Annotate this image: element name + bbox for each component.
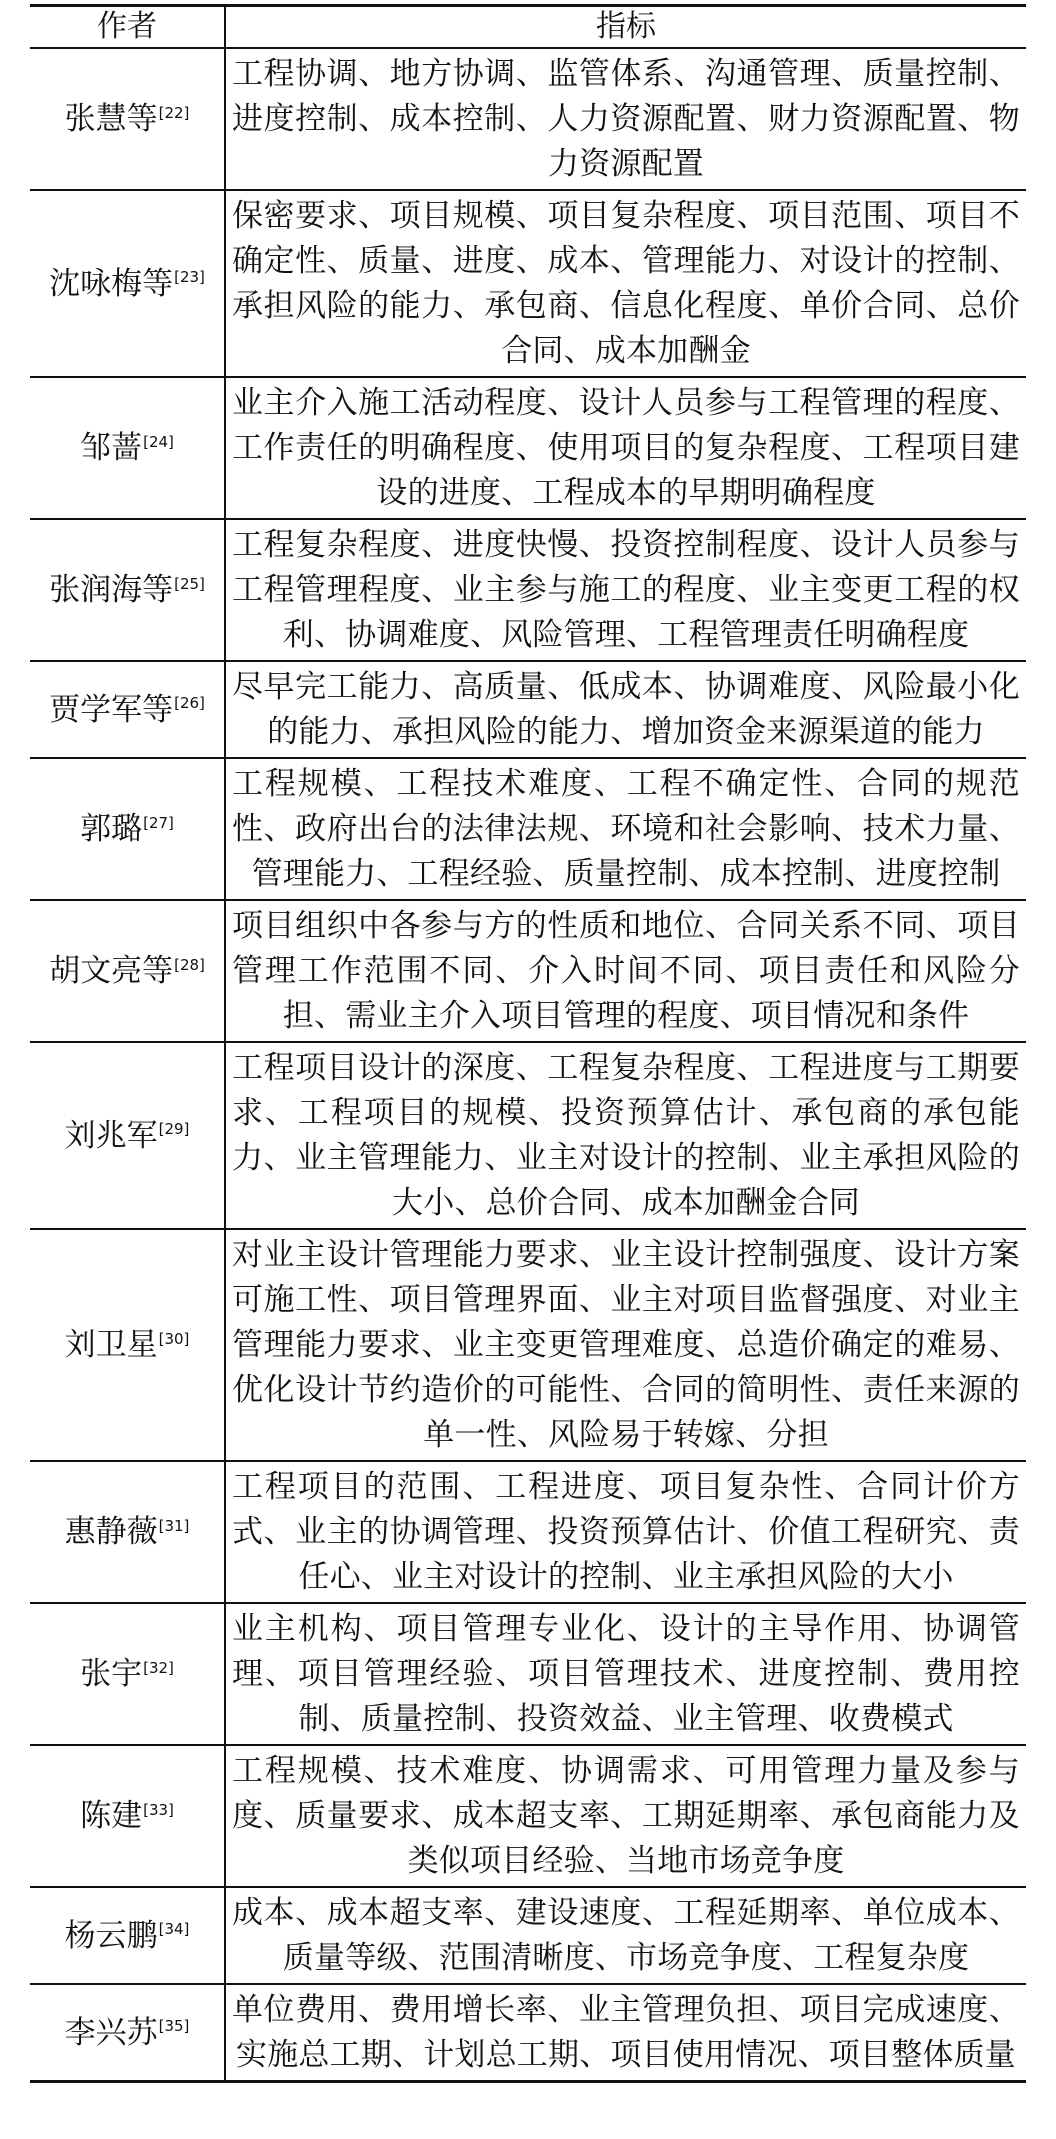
index-cell: 尽早完工能力、高质量、低成本、协调难度、风险最小化的能力、承担风险的能力、增加资金来源渠道的能力 xyxy=(225,661,1026,758)
reference-number: [26] xyxy=(174,694,205,713)
author-name: 邹蔷 xyxy=(80,430,143,466)
author-name: 张宇 xyxy=(80,1656,143,1692)
author-name: 贾学军等 xyxy=(49,691,174,728)
reference-number: [35] xyxy=(158,2017,190,2036)
table-row xyxy=(30,377,1026,519)
index-column-header: 指标 xyxy=(225,6,1026,49)
author-name: 陈建 xyxy=(80,1798,143,1834)
author-cell xyxy=(30,1461,225,1603)
index-cell: 对业主设计管理能力要求、业主设计控制强度、设计方案可施工性、项目管理界面、业主对项目监督强度、对业主管理能力要求、业主变更管理难度、总造价确定的难易、优化设计节约造价的可能性、合同的简明性、责任来源的单一性、风险易于转嫁、分担 xyxy=(225,1229,1026,1461)
table-body xyxy=(30,48,1026,2082)
author-name: 张慧等 xyxy=(64,101,158,137)
index-cell: 工程规模、工程技术难度、工程不确定性、合同的规范性、政府出台的法律法规、环境和社会影响、技术力量、管理能力、工程经验、质量控制、成本控制、进度控制 xyxy=(225,758,1026,900)
indicator-table-container xyxy=(30,4,1026,2083)
table-row xyxy=(30,519,1026,661)
index-cell: 保密要求、项目规模、项目复杂程度、项目范围、项目不确定性、质量、进度、成本、管理能力、对设计的控制、承担风险的能力、承包商、信息化程度、单价合同、总价合同、成本加酬金 xyxy=(225,190,1026,377)
author-name: 张润海等 xyxy=(49,572,174,608)
index-cell: 工程复杂程度、进度快慢、投资控制程度、设计人员参与工程管理程度、业主参与施工的程度、业主变更工程的权利、协调难度、风险管理、工程管理责任明确程度 xyxy=(225,519,1026,661)
reference-number: [23] xyxy=(174,268,205,287)
table-header-row xyxy=(30,6,1026,49)
author-cell xyxy=(30,48,225,190)
table-row xyxy=(30,1603,1026,1745)
reference-number: [32] xyxy=(143,1658,174,1677)
reference-number: [29] xyxy=(158,1120,190,1139)
author-name: 杨云鹏 xyxy=(64,1917,158,1954)
index-cell: 业主介入施工活动程度、设计人员参与工程管理的程度、工作责任的明确程度、使用项目的复杂程度、工程项目建设的进度、工程成本的早期明确程度 xyxy=(225,377,1026,519)
author-name: 沈咏梅等 xyxy=(49,265,174,302)
reference-number: [31] xyxy=(158,1516,190,1535)
index-cell: 工程项目设计的深度、工程复杂程度、工程进度与工期要求、工程项目的规模、投资预算估计、承包商的承包能力、业主管理能力、业主对设计的控制、业主承担风险的大小、总价合同、成本加酬金合同 xyxy=(225,1042,1026,1229)
author-cell xyxy=(30,1603,225,1745)
author-cell xyxy=(30,1984,225,2082)
author-cell xyxy=(30,1745,225,1887)
index-cell: 工程项目的范围、工程进度、项目复杂性、合同计价方式、业主的协调管理、投资预算估计、价值工程研究、责任心、业主对设计的控制、业主承担风险的大小 xyxy=(225,1461,1026,1603)
table-row xyxy=(30,1984,1026,2082)
table-row xyxy=(30,190,1026,377)
table-row xyxy=(30,1042,1026,1229)
author-cell xyxy=(30,190,225,377)
author-cell xyxy=(30,1042,225,1229)
author-name: 胡文亮等 xyxy=(49,953,174,989)
author-name: 李兴苏 xyxy=(64,2014,158,2051)
author-cell xyxy=(30,519,225,661)
author-cell xyxy=(30,1229,225,1461)
table-row xyxy=(30,1461,1026,1603)
table-row xyxy=(30,1745,1026,1887)
reference-number: [25] xyxy=(174,574,205,593)
indicator-table xyxy=(30,4,1026,2083)
author-cell xyxy=(30,758,225,900)
author-name: 刘兆军 xyxy=(64,1117,158,1154)
table-row xyxy=(30,900,1026,1042)
reference-number: [28] xyxy=(174,955,205,974)
table-row xyxy=(30,661,1026,758)
table-row xyxy=(30,48,1026,190)
table-row xyxy=(30,1887,1026,1984)
index-cell: 项目组织中各参与方的性质和地位、合同关系不同、项目管理工作范围不同、介入时间不同、项目责任和风险分担、需业主介入项目管理的程度、项目情况和条件 xyxy=(225,900,1026,1042)
reference-number: [24] xyxy=(143,432,174,451)
author-cell xyxy=(30,1887,225,1984)
author-cell xyxy=(30,900,225,1042)
index-cell: 工程规模、技术难度、协调需求、可用管理力量及参与度、质量要求、成本超支率、工期延期率、承包商能力及类似项目经验、当地市场竞争度 xyxy=(225,1745,1026,1887)
author-name: 惠静薇 xyxy=(64,1514,158,1550)
reference-number: [27] xyxy=(143,813,174,832)
index-cell: 单位费用、费用增长率、业主管理负担、项目完成速度、实施总工期、计划总工期、项目使用情况、项目整体质量 xyxy=(232,1992,1020,2073)
index-cell: 业主机构、项目管理专业化、设计的主导作用、协调管理、项目管理经验、项目管理技术、进度控制、费用控制、质量控制、投资效益、业主管理、收费模式 xyxy=(225,1603,1026,1745)
index-cell: 成本、成本超支率、建设速度、工程延期率、单位成本、质量等级、范围清晰度、市场竞争度、工程复杂度 xyxy=(225,1887,1026,1984)
author-name: 郭璐 xyxy=(80,811,143,847)
reference-number: [33] xyxy=(143,1800,174,1819)
author-column-header: 作者 xyxy=(30,6,225,49)
author-name: 刘卫星 xyxy=(64,1327,158,1363)
reference-number: [22] xyxy=(158,103,190,122)
table-row xyxy=(30,1229,1026,1461)
reference-number: [34] xyxy=(158,1920,190,1939)
index-cell: 工程协调、地方协调、监管体系、沟通管理、质量控制、进度控制、成本控制、人力资源配置、财力资源配置、物力资源配置 xyxy=(225,48,1026,190)
table-row xyxy=(30,758,1026,900)
author-cell xyxy=(30,661,225,758)
reference-number: [30] xyxy=(158,1329,190,1348)
author-cell xyxy=(30,377,225,519)
